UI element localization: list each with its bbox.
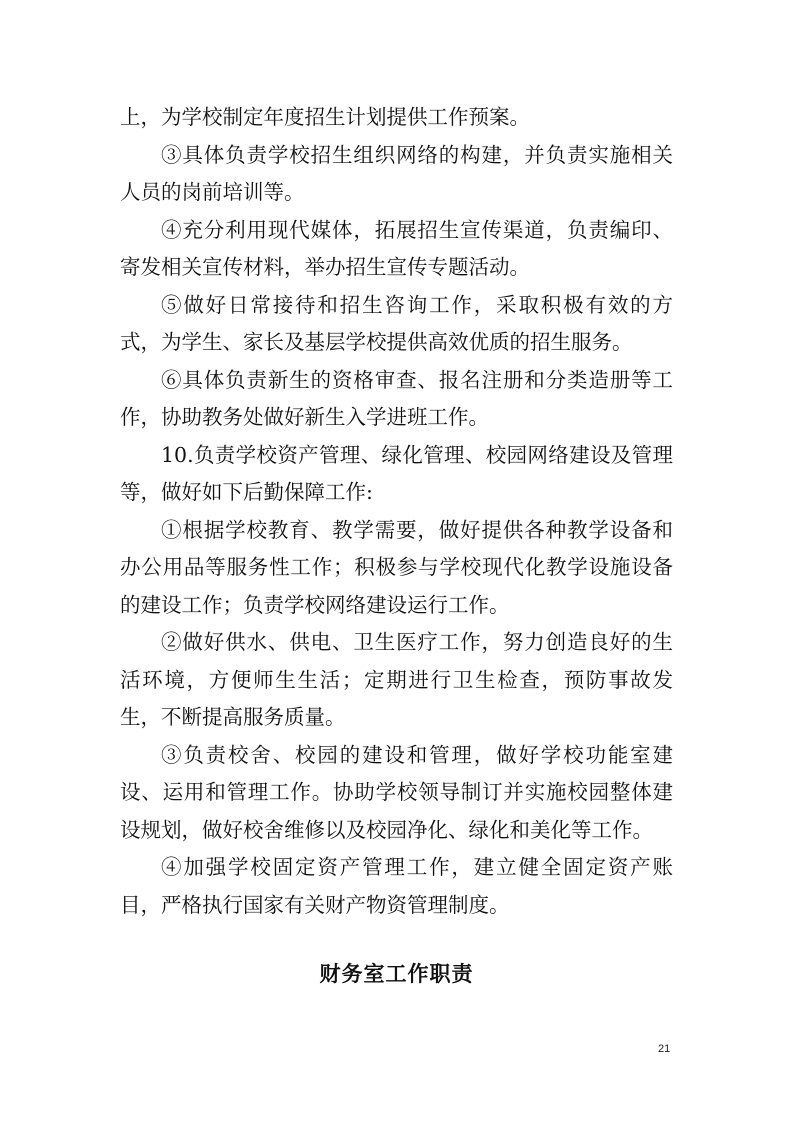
paragraph-item-4-media: ④充分利用现代媒体，拓展招生宣传渠道，负责编印、寄发相关宣传材料，举办招生宣传专题活动。 xyxy=(120,217,673,279)
paragraph-item-4-assets: ④加强学校固定资产管理工作，建立健全固定资产账目，严格执行国家有关财产物资管理制度。 xyxy=(120,855,673,917)
page-number: 21 xyxy=(658,1043,671,1055)
paragraph-item-6-review: ⑥具体负责新生的资格审查、报名注册和分类造册等工作，协助教务处做好新生入学进班工作。 xyxy=(120,367,673,429)
section-title: 财务室工作职责 xyxy=(319,962,474,986)
paragraph-item-2-utilities: ②做好供水、供电、卫生医疗工作，努力创造良好的生活环境，方便师生生活；定期进行卫生检查，预防事故发生，不断提高服务质量。 xyxy=(120,630,673,729)
paragraph-continuation: 上，为学校制定年度招生计划提供工作预案。 xyxy=(120,105,530,129)
paragraph-item-3-network: ③具体负责学校招生组织网络的构建，并负责实施相关人员的岗前培训等。 xyxy=(120,142,673,204)
paragraph-item-1-equipment: ①根据学校教育、教学需要，做好提供各种教学设备和办公用品等服务性工作；积极参与学校现代化教学设施设备的建设工作；负责学校网络建设运行工作。 xyxy=(120,517,673,617)
paragraph-item-5-consulting: ⑤做好日常接待和招生咨询工作，采取积极有效的方式，为学生、家长及基层学校提供高效优质的招生服务。 xyxy=(120,292,673,354)
paragraph-section-10: 10.负责学校资产管理、绿化管理、校园网络建设及管理等，做好如下后勤保障工作: xyxy=(120,442,673,504)
body-text xyxy=(120,99,673,924)
paragraph-item-3-campus: ③负责校舍、校园的建设和管理，做好学校功能室建设、运用和管理工作。协助学校领导制订并实施校园整体建设规划，做好校舍维修以及校园净化、绿化和美化等工作。 xyxy=(120,742,673,842)
